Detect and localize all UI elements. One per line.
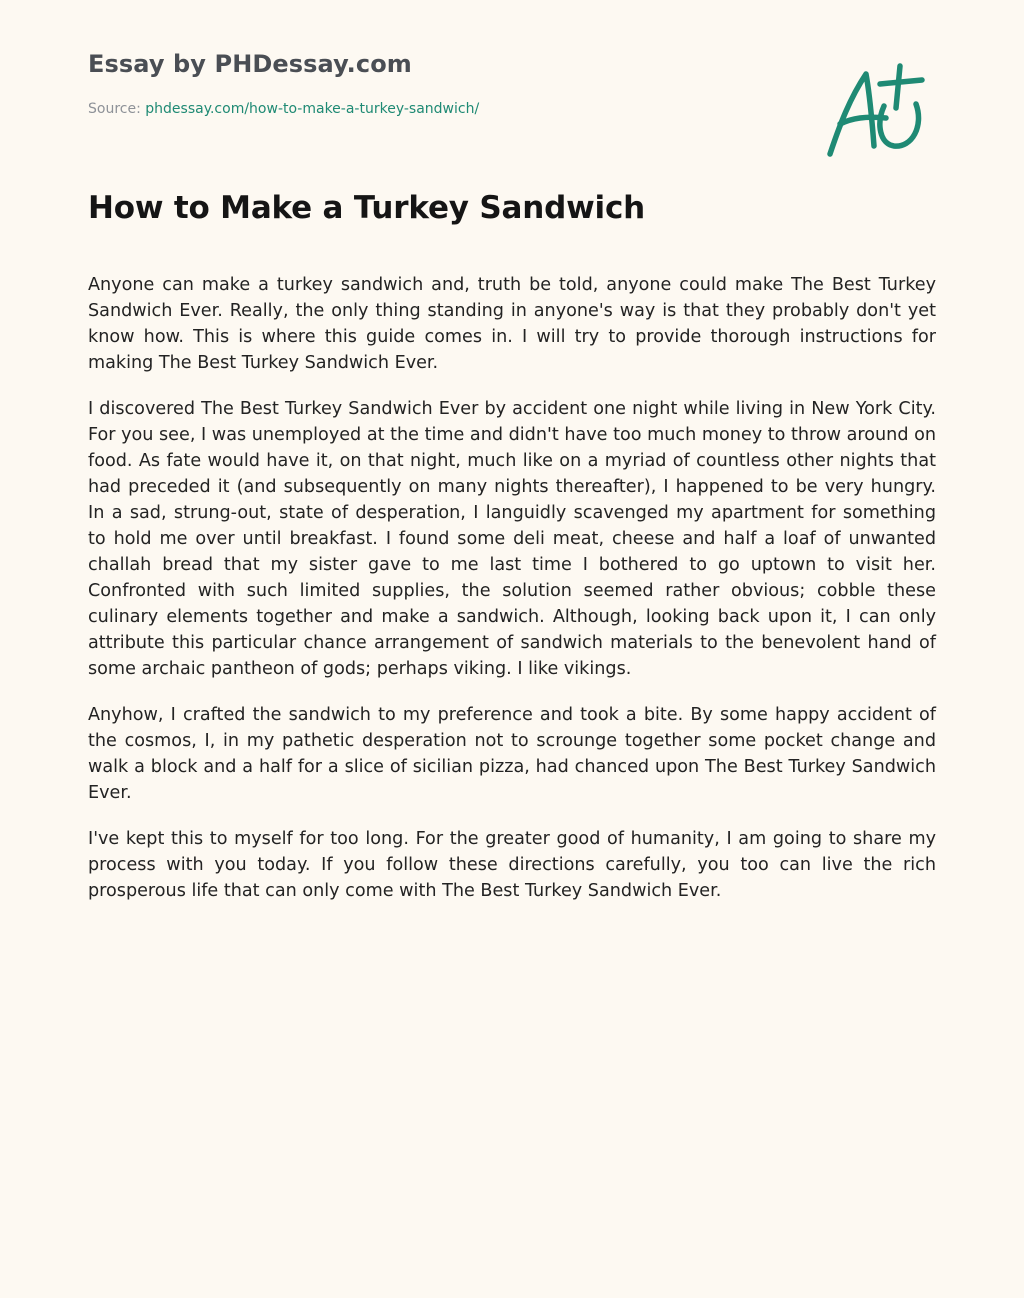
- essay-paragraph: Anyhow, I crafted the sandwich to my preference and took a bite. By some happy accident of the cosmos, I, in my pathetic desperation not to scrounge together some pocket change and walk a block and a half for a slice of sicilian pizza, had chanced upon The Best Turkey Sandwich Ever.: [88, 705, 936, 803]
- essay-paragraph: Anyone can make a turkey sandwich and, truth be told, anyone could make The Best Turkey Sandwich Ever. Really, the only thing standing in anyone's way is that they probably don't yet know how. This is where this guide comes in. I will try to provide thorough instructions for making The Best Turkey Sandwich Ever.: [88, 275, 936, 373]
- site-title: Essay by PHDessay.com: [88, 50, 412, 78]
- source-link[interactable]: phdessay.com/how-to-make-a-turkey-sandwich/: [145, 101, 480, 117]
- a-plus-logo-icon: [826, 62, 926, 162]
- source-label: Source:: [88, 101, 146, 117]
- essay-paragraph: I've kept this to myself for too long. For the greater good of humanity, I am going to share my process with you today. If you follow these directions carefully, you too can live the rich prosperous life that can only come with The Best Turkey Sandwich Ever.: [88, 829, 936, 901]
- essay-body: [88, 272, 936, 924]
- essay-title: How to Make a Turkey Sandwich: [88, 190, 645, 226]
- essay-paragraph: I discovered The Best Turkey Sandwich Ever by accident one night while living in New York City. For you see, I was unemployed at the time and didn't have too much money to throw around on food. As fate would have it, on that night, much like on a myriad of countless other nights that had preceded it (and subsequently on many nights thereafter), I happened to be very hungry. In a sad, strung-out, state of desperation, I languidly scavenged my apartment for something to hold me over until breakfast. I found some deli meat, cheese and half a loaf of unwanted challah bread that my sister gave to me last time I bothered to go uptown to visit her. Confronted with such limited supplies, the solution seemed rather obvious; cobble these culinary elements together and make a sandwich. Although, looking back upon it, I can only attribute this particular chance arrangement of sandwich materials to the benevolent hand of some archaic pantheon of gods; perhaps viking. I like vikings.: [88, 399, 936, 679]
- source-line: [88, 101, 479, 117]
